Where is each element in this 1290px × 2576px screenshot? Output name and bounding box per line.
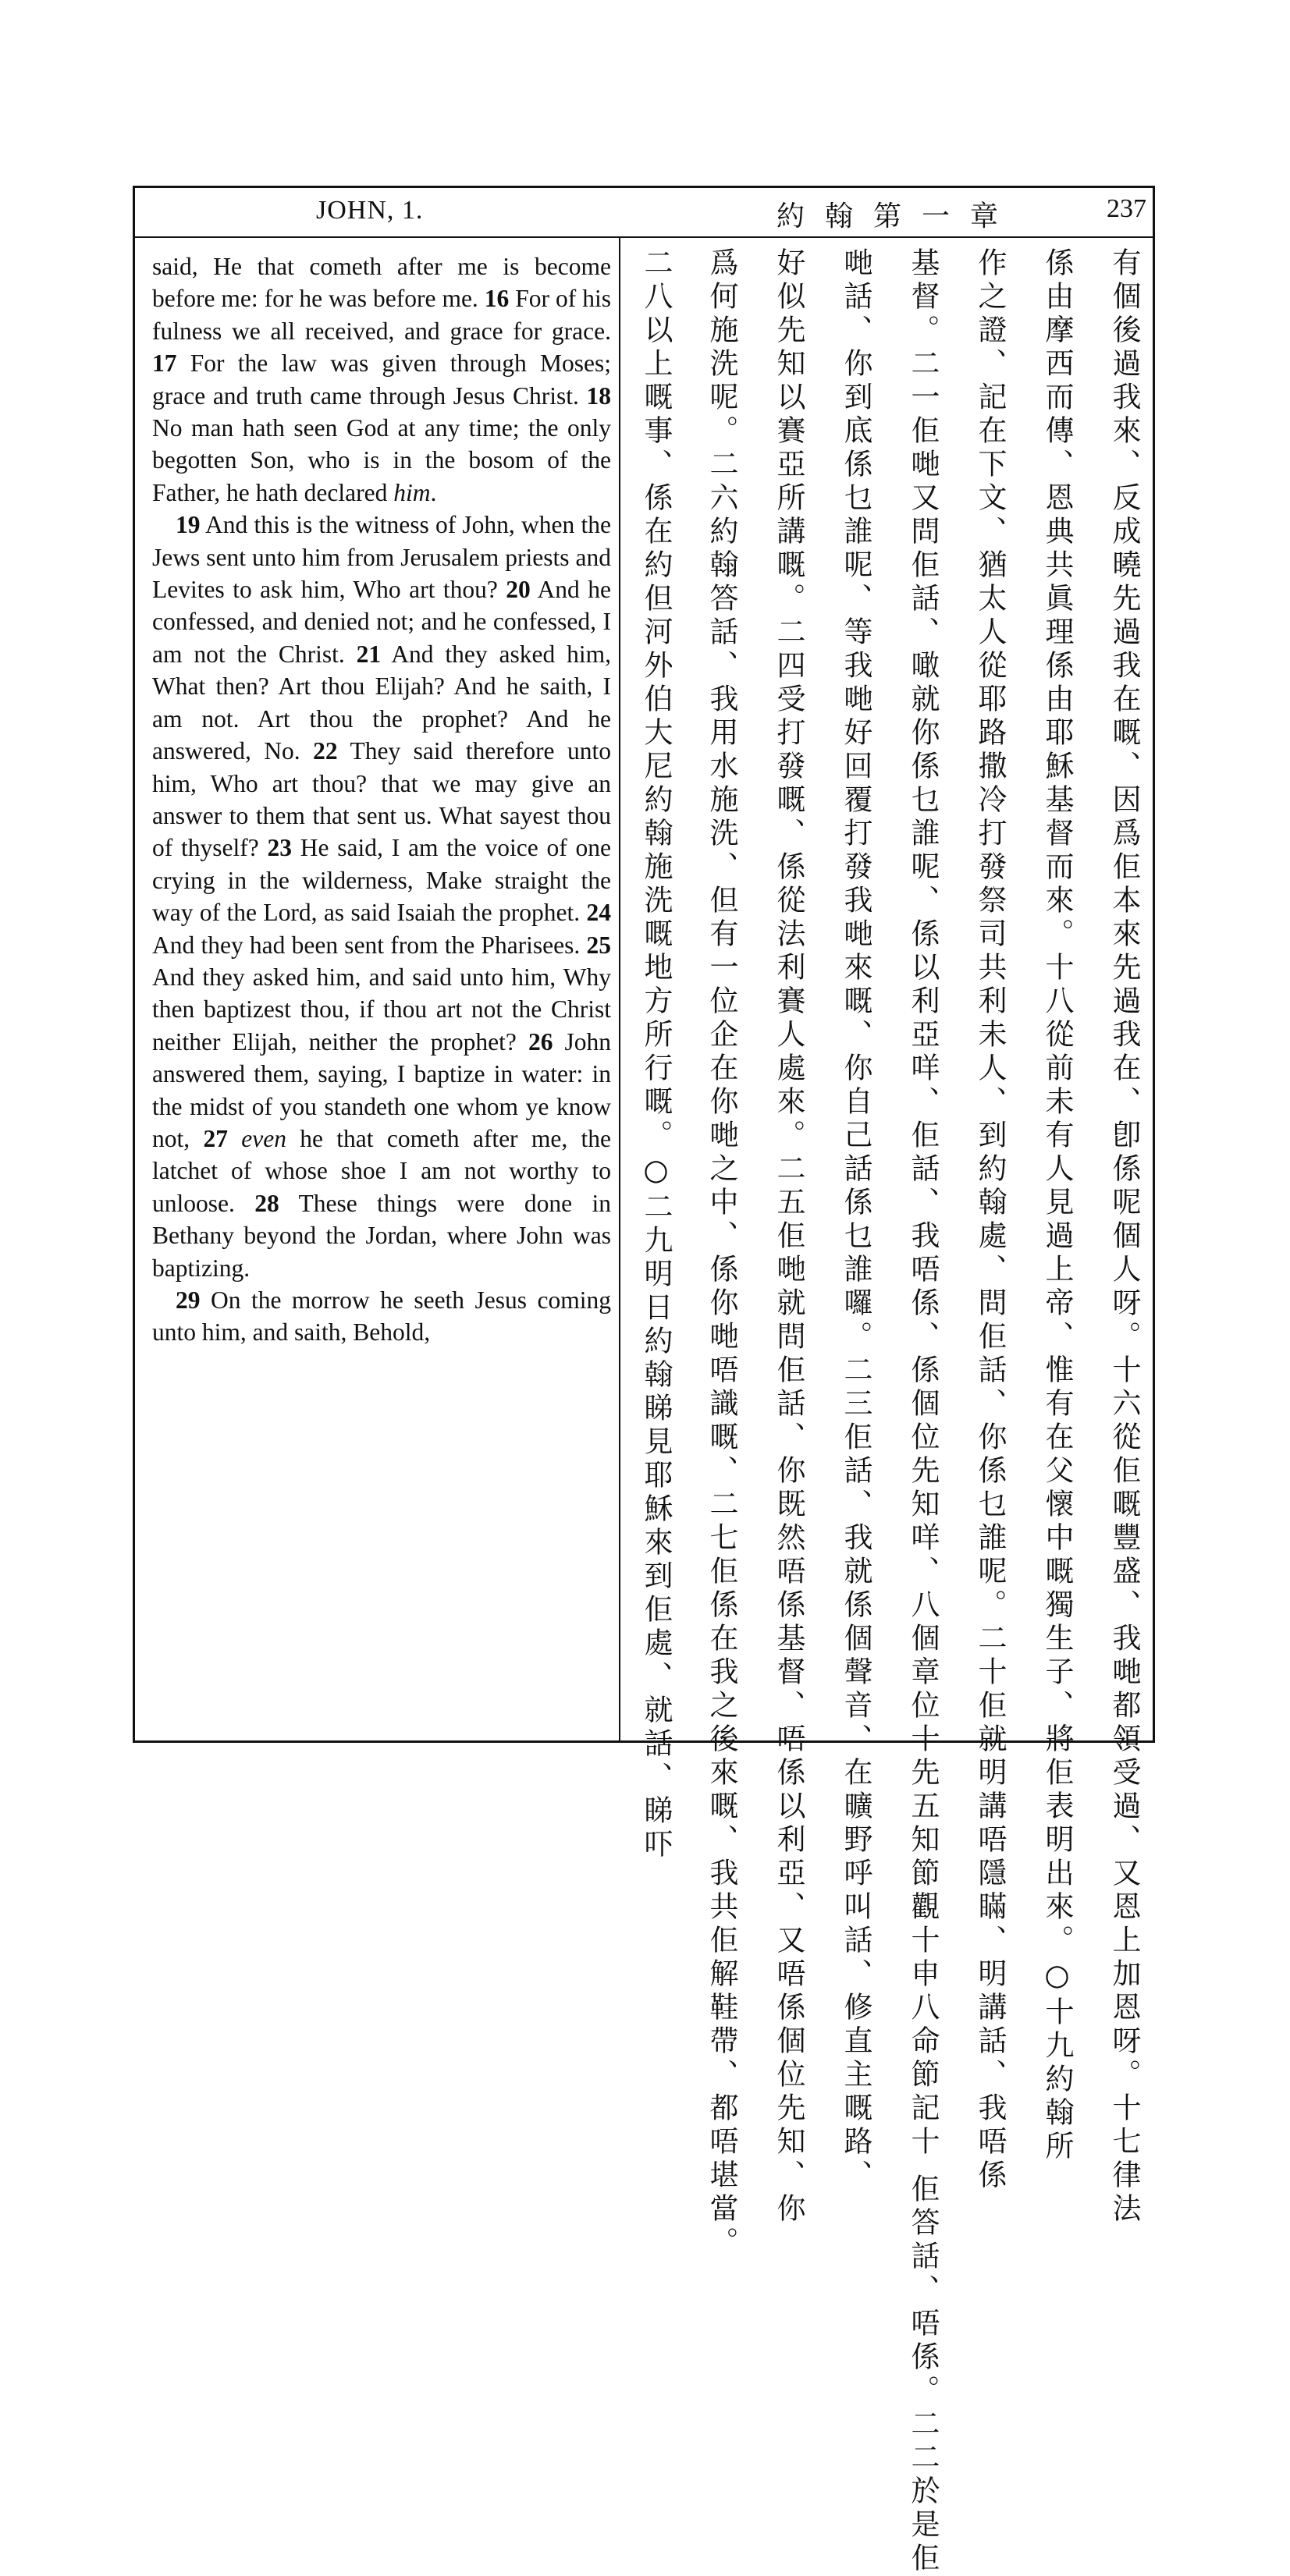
verse-number: 22 [313, 737, 338, 765]
chinese-vertical-line: 基督。二一佢哋又問佢話、噉就你係乜誰呢、係以利亞咩、佢話、我唔係、係個位先知咩、八個章位十先五知節觀十申八命節記十 佢答話、唔係。二二於是佢 [906, 247, 940, 2576]
text-run: And they asked him, What then? Art thou Elijah? And he saith, I am not. Art thou the prophet? And he answered, No. [152, 640, 612, 765]
text-run: And they had been sent from the Pharisees. [152, 931, 587, 959]
page-number: 237 [1107, 194, 1146, 223]
english-text-column [152, 250, 611, 1349]
chinese-vertical-line: 有個後過我來、反成曉先過我在嘅、因爲佢本來先過我在、卽係呢個人呀。十六從佢嘅豐盛、我哋都領受過、又恩上加恩呀。十七律法 [1107, 247, 1141, 2227]
column-divider [619, 238, 620, 1742]
verse-number: 25 [586, 931, 611, 959]
page-frame [133, 186, 1155, 2576]
verse-number: 24 [586, 899, 611, 927]
italic-word: him [393, 478, 431, 506]
text-run: On the morrow he seeth Jesus coming unto him, and saith, Behold, [152, 1286, 611, 1347]
text-run: And this is the witness of John, when the Jews sent unto him from Jerusalem priests and Levites to ask him, Who art thou? [152, 511, 611, 604]
english-running-title: JOHN, 1. [316, 196, 424, 225]
english-paragraph [152, 509, 611, 1284]
chinese-text-column [628, 247, 1151, 2576]
verse-number: 18 [586, 381, 611, 410]
english-paragraph [152, 250, 611, 509]
text-run: No man hath seen God at any time; the only begotten Son, who is in the bosom of the Father, he hath declared [152, 414, 611, 506]
english-paragraph [152, 1284, 611, 1349]
chinese-vertical-line: 哋話、你到底係乜誰呢、等我哋好回覆打發我哋來嘅、你自己話係乜誰囉。二三佢話、我就係個聲音、在曠野呼叫話、修直主嘅路、 [839, 247, 872, 2193]
chinese-vertical-line: 係由摩西而傳、恩典共眞理係由耶穌基督而來。十八從前未有人見過上帝、惟有在父懷中嘅獨生子、將佢表明出來。○十九約翰所 [1040, 247, 1074, 2164]
chinese-vertical-line: 好似先知以賽亞所講嘅。二四受打發嘅、係從法利賽人處來。二五佢哋就問佢話、你既然唔係基督、唔係以利亞、又唔係個位先知、你 [772, 247, 805, 2227]
chinese-running-title: 約翰第一章 [776, 200, 1019, 232]
text-run: And he confessed, and denied not; and he confessed, I am not the Christ. [152, 576, 611, 668]
text-run: said, He that cometh after me is become before me: for he was before me. [152, 253, 611, 313]
text-run: These things were done in Bethany beyond the Jordan, where John was baptizing. [152, 1189, 612, 1282]
verse-number: 19 [176, 511, 201, 539]
text-run: They said therefore unto him, Who art thou? that we may give an answer to them that sent us. What sayest thou of thyself? [152, 737, 611, 862]
italic-word: even [241, 1124, 286, 1152]
verse-number: 20 [506, 576, 531, 604]
chinese-vertical-line: 爲何施洗呢。二六約翰答話、我用水施洗、但有一位企在你哋之中、係你哋唔識嘅、二七佢係在我之後來嘅、我共佢解鞋帶、都唔堪當。 [705, 247, 738, 2260]
text-run: For of his fulness we all received, and grace for grace. [152, 285, 611, 345]
verse-number: 23 [267, 834, 293, 862]
text-run: He said, I am the voice of one crying in the wilderness, Make straight the way of the Lord, as said Isaiah the prophet. [152, 834, 611, 927]
chinese-vertical-line: 二八以上嘅事、係在約但河外伯大尼約翰施洗嘅地方所行嘅。○二九明日約翰睇見耶穌來到佢處、就話、睇吓 [639, 247, 673, 1862]
verse-number: 16 [484, 285, 510, 313]
text-run: John answered them, saying, I baptize in water: in the midst of you standeth one whom ye know not, [152, 1027, 611, 1152]
chinese-vertical-line: 作之證、記在下文、猶太人從耶路撒冷打發祭司共利未人、到約翰處、問佢話、你係乜誰呢。二十佢就明講唔隱瞞、明講話、我唔係 [973, 247, 1007, 2193]
text-run: And they asked him, and said unto him, Why then baptizest thou, if thou art not the Christ neither Elijah, neither the prophet? [152, 963, 611, 1056]
running-header [135, 188, 1153, 238]
verse-number: 28 [254, 1189, 279, 1217]
verse-number: 21 [356, 640, 382, 668]
verse-number: 27 [203, 1124, 228, 1152]
text-run: he that cometh after me, the latchet of whose shoe I am not worthy to unloose. [152, 1124, 611, 1217]
verse-number: 17 [152, 349, 177, 378]
text-run: . [430, 478, 437, 506]
text-run: For the law was given through Moses; grace and truth came through Jesus Christ. [152, 349, 611, 410]
verse-number: 29 [176, 1286, 201, 1314]
verse-number: 26 [528, 1027, 553, 1056]
